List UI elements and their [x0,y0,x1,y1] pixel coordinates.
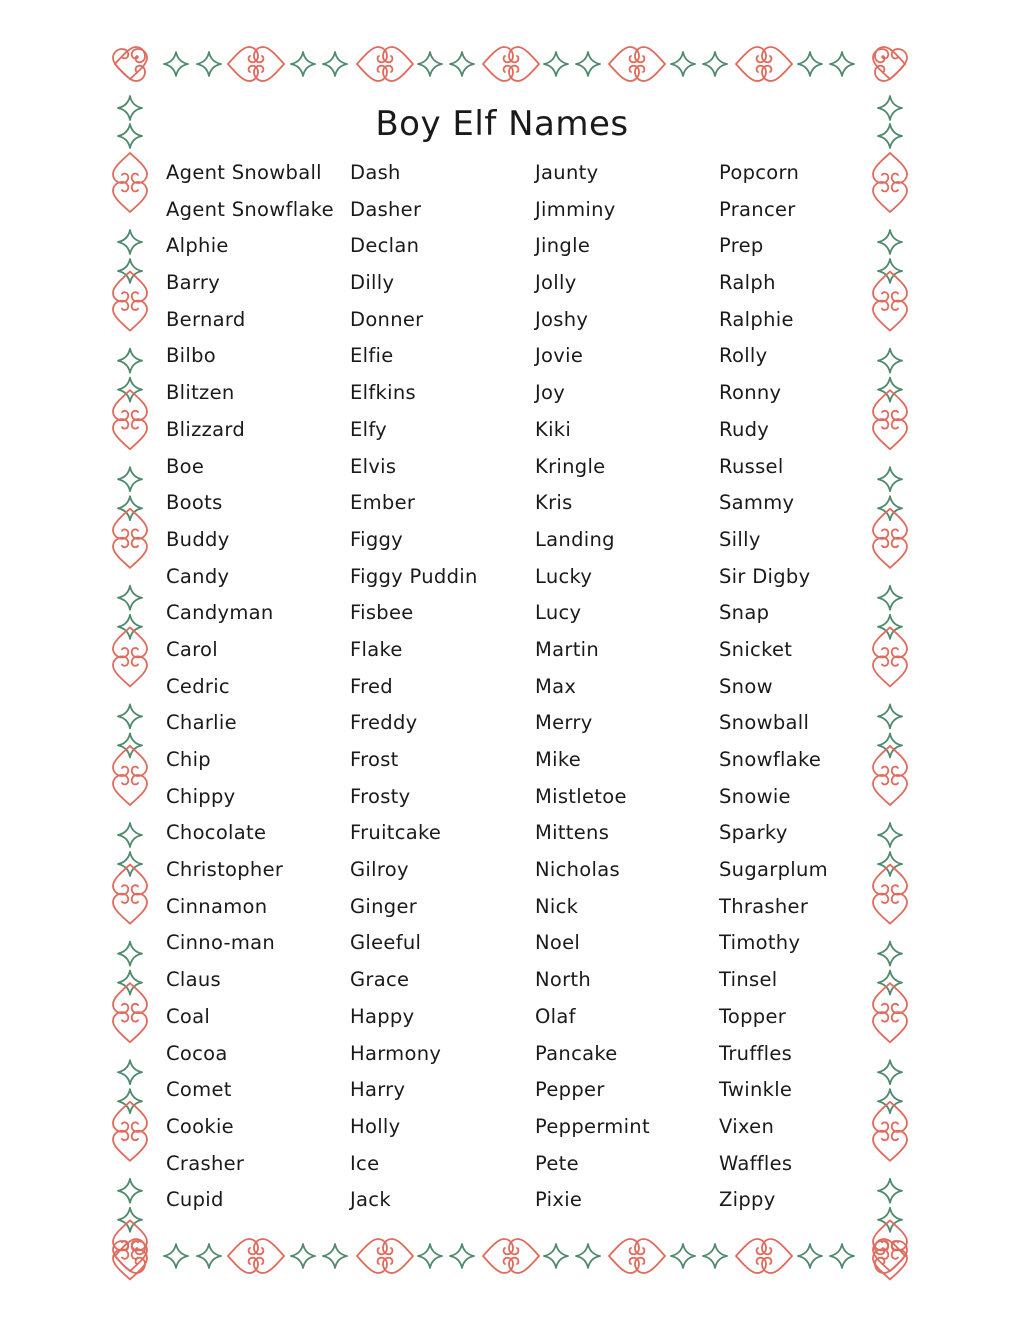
names-column-4 [719,155,899,1219]
sparkle-icon [703,1244,727,1268]
elf-name: Chocolate [166,821,267,845]
sparkle-icon [118,942,142,966]
sparkle-icon [118,586,142,610]
elf-name: Kringle [535,454,606,478]
elf-name: Jingle [535,234,591,258]
elf-name: Jaunty [535,161,599,184]
elf-name: North [535,968,592,992]
heart-swirl-icon [383,47,413,81]
elf-name: Boots [166,491,223,515]
heart-swirl-icon [875,47,905,81]
elf-name: Ronny [719,381,782,405]
elf-name: Charlie [166,711,237,735]
sparkle-icon [118,704,142,728]
heart-swirl-icon [875,1239,905,1273]
heart-swirl-icon [228,1239,258,1273]
heart-swirl-icon [113,627,147,657]
sparkle-icon [544,52,568,76]
elf-name: Russel [719,454,784,478]
page-title: Boy Elf Names [375,104,629,144]
elf-name: Pete [535,1151,579,1175]
elf-name: Fred [350,674,393,698]
elf-name: Elfy [350,417,388,441]
heart-swirl-icon [609,47,639,81]
heart-swirl-icon [113,1220,147,1250]
elf-name: Holly [350,1114,401,1138]
elf-name: Ice [350,1151,380,1175]
heart-swirl-icon [113,775,147,805]
elf-name: Joy [535,381,566,405]
elf-name: Sammy [719,491,795,515]
heart-swirl-icon [113,983,147,1013]
sparkle-icon [450,1244,474,1268]
sparkle-icon [418,52,442,76]
sparkle-icon [197,1244,221,1268]
elf-name: Comet [166,1078,232,1102]
elf-name: Elfie [350,344,394,368]
elf-name: Olaf [535,1004,576,1028]
elf-name: Blitzen [166,381,235,405]
sparkle-icon [118,823,142,847]
elf-name: Elfkins [350,381,416,405]
sparkle-icon [323,52,347,76]
elf-name: Cupid [166,1188,224,1212]
heart-swirl-icon [635,1239,665,1273]
elf-name: Waffles [719,1151,793,1175]
elf-name: Buddy [166,527,230,551]
elf-name: Nick [535,894,579,918]
elf-name: Cookie [166,1114,234,1138]
elf-name: Happy [350,1004,415,1028]
sparkle-icon [164,52,188,76]
elf-name: Mike [535,748,582,771]
sparkle-icon [118,349,142,373]
heart-swirl-icon [635,47,665,81]
elf-name: Elvis [350,454,397,478]
elf-name: Truffles [719,1041,793,1065]
elf-name: Snap [719,601,770,625]
elf-name: Snow [719,674,773,698]
elf-name: Topper [719,1004,787,1028]
elf-name: Snowflake [719,748,822,771]
elf-name: Sugarplum [719,858,828,882]
elf-name: Snicket [719,637,793,661]
elf-name: Bernard [166,307,246,331]
elf-name: Ginger [350,894,418,918]
elf-name: Harry [350,1078,406,1102]
heart-swirl-icon [113,153,147,183]
sparkle-icon [798,1244,822,1268]
heart-swirl-icon [113,1241,147,1271]
elf-name: Landing [535,527,615,551]
elf-name: Figgy Puddin [350,564,478,588]
elf-name: Harmony [350,1041,442,1065]
sparkle-icon [576,1244,600,1268]
elf-name: Kris [535,491,573,515]
elf-name: Ralph [719,271,776,295]
heart-swirl-icon [113,538,147,568]
heart-swirl-icon [609,1239,639,1273]
elf-name: Dasher [350,197,422,221]
elf-name: Jack [350,1188,391,1212]
heart-swirl-icon [113,894,147,924]
elf-name: Blizzard [166,417,246,441]
elf-name: Dilly [350,271,395,295]
elf-name: Mistletoe [535,784,627,808]
elf-name: Fisbee [350,601,414,625]
sparkle-icon [118,1060,142,1084]
heart-swirl-icon [254,47,284,81]
elf-name: Vixen [719,1114,775,1138]
elf-name: Rudy [719,417,770,441]
heart-swirl-icon [483,1239,513,1273]
elf-name: Fruitcake [350,821,442,845]
heart-swirl-icon [383,1239,413,1273]
sparkle-icon [291,1244,315,1268]
elf-name: Agent Snowflake [166,197,334,221]
elf-name: Timothy [719,931,801,955]
elf-name: Ralphie [719,307,794,331]
elf-name: Freddy [350,711,418,735]
heart-swirl-icon [115,47,145,81]
heart-swirl-icon [762,1239,792,1273]
elf-name: Popcorn [719,161,800,184]
elf-name: Cedric [166,674,230,698]
elf-name: Cinnamon [166,894,268,918]
heart-swirl-icon [509,47,539,81]
elf-name: Christopher [166,858,284,882]
elf-name: Cinno-man [166,931,276,955]
heart-swirl-icon [113,656,147,686]
sparkle-icon [703,52,727,76]
sparkle-icon [576,52,600,76]
elf-name: Candyman [166,601,274,625]
elf-name: Frosty [350,784,411,808]
sparkle-icon [830,52,854,76]
elf-name: Cocoa [166,1041,228,1065]
elf-name: Snowball [719,711,810,735]
sparkle-icon [291,52,315,76]
elf-name: Dash [350,161,401,184]
heart-swirl-icon [115,1239,145,1273]
elf-name: Chip [166,748,211,771]
elf-name: Gilroy [350,858,409,882]
elf-name: Donner [350,307,424,331]
elf-name: Agent Snowball [166,161,322,184]
elf-name: Gleeful [350,931,422,955]
sparkle-icon [164,1244,188,1268]
heart-swirl-icon [113,1012,147,1042]
sparkle-icon [544,1244,568,1268]
elf-name: Jolly [535,271,577,295]
heart-swirl-icon [357,1239,387,1273]
elf-name: Kiki [535,417,572,441]
heart-swirl-icon [113,1102,147,1132]
sparkle-icon [118,1179,142,1203]
elf-name: Merry [535,711,593,735]
elf-name: Mittens [535,821,610,845]
elf-name: Peppermint [535,1114,650,1138]
heart-swirl-icon [762,47,792,81]
sparkle-icon [118,467,142,491]
elf-name: Joshy [535,307,589,331]
heart-swirl-icon [113,509,147,539]
elf-name: Figgy [350,527,404,551]
elf-name: Max [535,674,577,698]
elf-name: Lucy [535,601,582,625]
elf-name: Boe [166,454,205,478]
elf-name: Zippy [719,1188,776,1212]
heart-swirl-icon [113,746,147,776]
heart-swirl-icon [113,49,147,79]
heart-swirl-icon [357,47,387,81]
elf-name: Bilbo [166,344,217,368]
heart-swirl-icon [113,1131,147,1161]
elf-name: Declan [350,234,420,258]
elf-name: Sir Digby [719,564,811,588]
heart-swirl-icon [113,419,147,449]
sparkle-icon [118,230,142,254]
elf-name: Alphie [166,234,229,258]
elf-name: Flake [350,637,403,661]
elf-name: Grace [350,968,410,992]
elf-name: Jimminy [535,197,616,221]
heart-swirl-icon [113,865,147,895]
sparkle-icon [323,1244,347,1268]
elf-name: Sparky [719,821,788,845]
heart-swirl-icon [736,1239,766,1273]
sparkle-icon [418,1244,442,1268]
heart-swirl-icon [228,47,258,81]
sparkle-icon [671,52,695,76]
elf-name: Twinkle [719,1078,793,1102]
names-column-3 [535,155,715,1219]
elf-name: Noel [535,931,581,955]
heart-swirl-icon [254,1239,284,1273]
elf-name: Martin [535,637,600,661]
elf-name: Lucky [535,564,593,588]
names-column-2 [350,155,530,1219]
elf-name: Candy [166,564,230,588]
elf-name: Claus [166,968,222,992]
heart-swirl-icon [736,47,766,81]
sparkle-icon [671,1244,695,1268]
elf-name: Prep [719,234,764,258]
elf-name: Tinsel [719,968,778,992]
sparkle-icon [450,52,474,76]
heart-swirl-icon [113,301,147,331]
heart-swirl-icon [873,49,907,79]
elf-name: Pixie [535,1188,583,1212]
elf-name: Chippy [166,784,236,808]
elf-name: Coal [166,1004,211,1028]
elf-name: Crasher [166,1151,245,1175]
heart-swirl-icon [873,1220,907,1250]
elf-name: Pepper [535,1078,605,1102]
names-column-1 [166,155,346,1219]
sparkle-icon [798,52,822,76]
elf-name: Thrasher [719,894,809,918]
heart-swirl-icon [113,272,147,302]
elf-name: Frost [350,748,399,771]
elf-name: Nicholas [535,858,620,882]
elf-name: Snowie [719,784,791,808]
heart-swirl-icon [873,1241,907,1271]
heart-swirl-icon [113,182,147,212]
sparkle-icon [197,52,221,76]
sparkle-icon [830,1244,854,1268]
elf-name: Barry [166,271,221,295]
heart-swirl-icon [483,47,513,81]
elf-name: Silly [719,527,761,551]
elf-name: Carol [166,637,219,661]
elf-name: Jovie [535,344,584,368]
elf-name: Prancer [719,197,796,221]
elf-name: Ember [350,491,416,515]
heart-swirl-icon [113,390,147,420]
heart-swirl-icon [509,1239,539,1273]
elf-name: Pancake [535,1041,618,1065]
elf-name: Rolly [719,344,768,368]
